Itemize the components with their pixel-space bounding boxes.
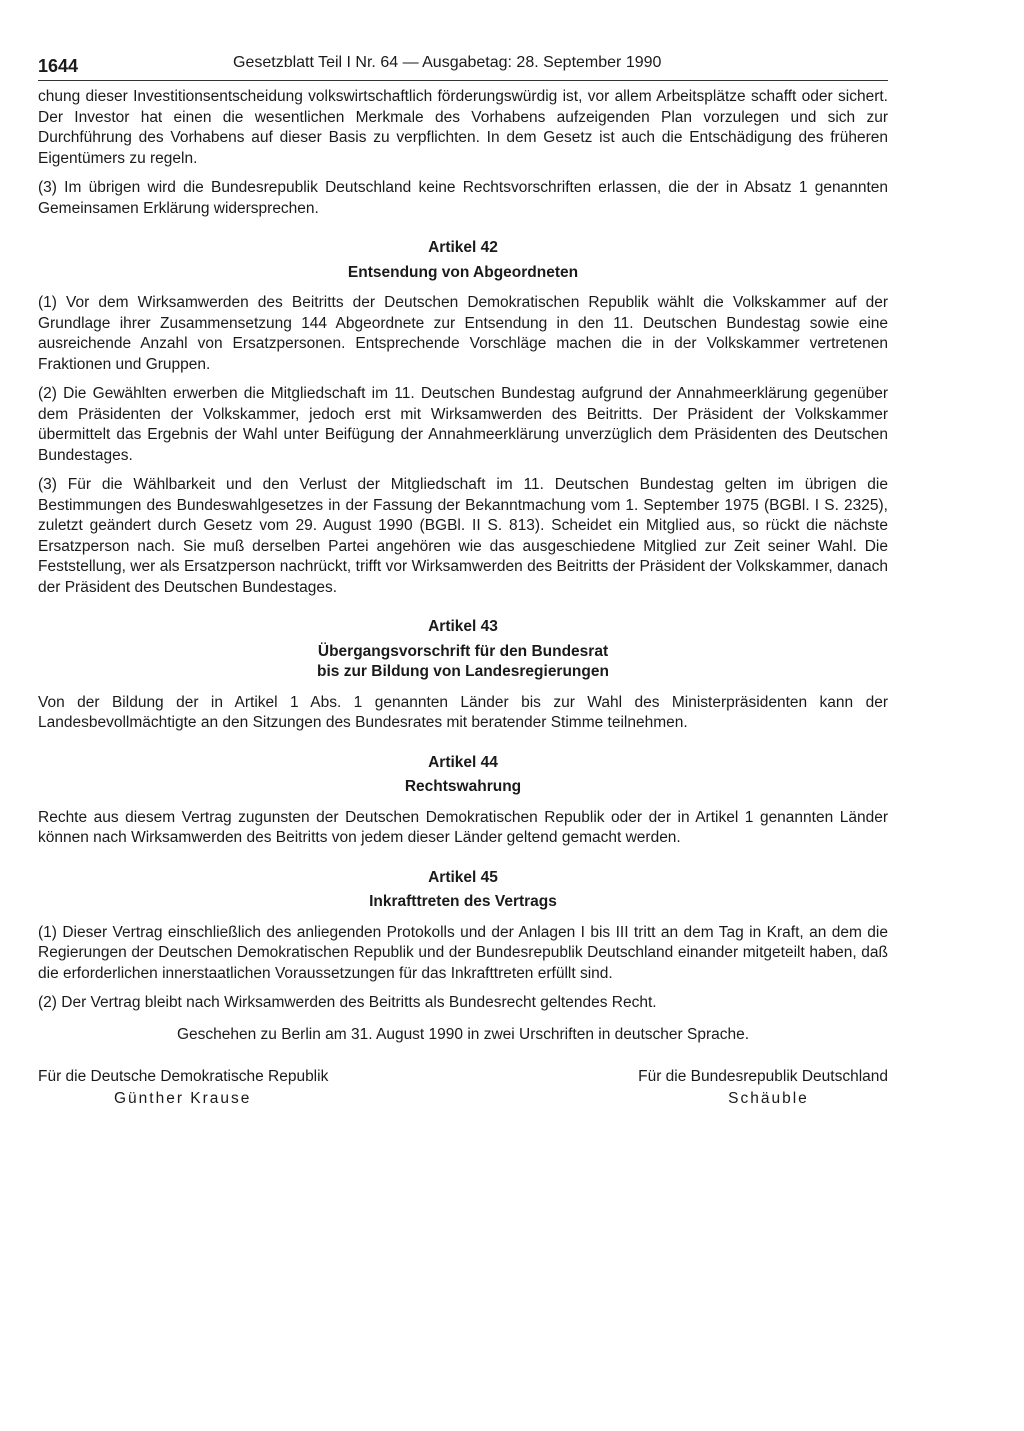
signature-left-name: Günther Krause bbox=[114, 1089, 252, 1107]
intro-paragraph: (3) Im übrigen wird die Bundesrepublik Deutschland keine Rechtsvorschriften erlassen, die der in Absatz 1 genannten Gemeinsamen Erklärung widersprechen. bbox=[38, 179, 888, 217]
article-43-title-line-2: bis zur Bildung von Landesregierungen bbox=[317, 663, 609, 680]
article-43-title-line-1: Übergangsvorschrift für den Bundesrat bbox=[317, 642, 609, 660]
signature-right-name: Schäuble bbox=[728, 1089, 809, 1107]
article-45-paragraph: (1) Dieser Vertrag einschließlich des anliegenden Protokolls und der Anlagen I bis III tritt an dem Tag in Kraft, an dem die Regierungen der Deutschen Demokratischen Republik und der Bundesrepublik Deutschland einander mitgeteilt haben, daß die erforderlichen innerstaatlichen Voraussetzungen für das Inkrafttreten erfüllt sind. bbox=[38, 923, 888, 982]
article-42-paragraph: (2) Die Gewählten erwerben die Mitgliedschaft im 11. Deutschen Bundestag aufgrund der Annahmeerklärung gegenüber dem Präsidenten der Volkskammer, jedoch erst mit Wirksamwerden des Beitritts. Der Präsident der Volkskammer übermittelt das Ergebnis der Wahl unter Beifügung der Annahmeerklärung unverzüglich dem Präsidenten des Deutschen Bundestages. bbox=[38, 385, 888, 464]
article-44-paragraph: Rechte aus diesem Vertrag zugunsten der Deutschen Demokratischen Republik oder der in Artikel 1 genannten Länder können nach Wirksamwerden des Beitritts von jedem dieser Länder geltend gemacht werden. bbox=[38, 808, 888, 846]
article-44-title: Rechtswahrung bbox=[404, 778, 522, 795]
signature-right bbox=[638, 1066, 888, 1110]
article-45-title: Inkrafttreten des Vertrags bbox=[369, 893, 557, 910]
article-42-paragraph: (3) Für die Wählbarkeit und den Verlust der Mitgliedschaft im 11. Deutschen Bundestag gelten im übrigen die Bestimmungen des Bundeswahlgesetzes in der Fassung der Bekanntmachung vom 1. September 1975 (BGBl. I S. 2325), zuletzt geändert durch Gesetz vom 29. August 1990 (BGBl. II S. 813). Scheidet ein Mitglied aus, so rückt die nächste Ersatzperson nach. Sie muß derselben Partei angehören wie das ausgeschiedene Mitglied zur Zeit seiner Wahl. Die Feststellung, wer als Ersatzperson nachrückt, trifft vor Wirksamwerden des Beitritts der Präsident der Volkskammer, danach der Präsident des Deutschen Bundestages. bbox=[38, 476, 888, 596]
article-43-paragraph: Von der Bildung der in Artikel 1 Abs. 1 genannten Länder bis zur Wahl des Ministerpräsidenten kann der Landesbevollmächtigte an den Sitzungen des Bundesrates mit beratender Stimme teilnehmen. bbox=[38, 693, 888, 731]
article-43-number: Artikel 43 bbox=[428, 618, 498, 635]
signature-left bbox=[38, 1066, 328, 1110]
article-45-paragraph: (2) Der Vertrag bleibt nach Wirksamwerden des Beitritts als Bundesrecht geltendes Recht. bbox=[38, 994, 657, 1011]
document-body bbox=[38, 87, 888, 1014]
page-header bbox=[38, 50, 888, 81]
article-42-title: Entsendung von Abgeordneten bbox=[347, 263, 579, 281]
signature-left-label: Für die Deutsche Demokratische Republik bbox=[38, 1067, 329, 1085]
article-42-paragraph: (1) Vor dem Wirksamwerden des Beitritts der Deutschen Demokratischen Republik wählt die Volkskammer auf der Grundlage ihrer Zusammensetzung 144 Abgeordnete zur Entsendung in den 11. Deutschen Bundestag sowie eine ausreichende Anzahl von Ersatzpersonen. Entsprechende Vorschläge machen die in der Volkskammer vertretenen Fraktionen und Gruppen. bbox=[38, 294, 888, 373]
running-title: Gesetzblatt Teil I Nr. 64 — Ausgabetag: 28. September 1990 bbox=[233, 54, 662, 71]
signature-block bbox=[38, 1066, 888, 1126]
article-45-number: Artikel 45 bbox=[428, 868, 498, 886]
article-42-number: Artikel 42 bbox=[428, 239, 498, 256]
intro-paragraph: chung dieser Investitionsentscheidung volkswirtschaftlich förderungswürdig ist, vor allem Arbeitsplätze schafft oder sichert. Der Investor hat einen die wesentlichen Merkmale des Vorhabens aufzeigenden Plan vorzulegen und sich zur Durchführung des Vorhabens auf dieser Basis zu verpflichten. In dem Gesetz ist auch die Entschädigung des früheren Eigentümers zu regeln. bbox=[38, 88, 888, 167]
article-44-number: Artikel 44 bbox=[428, 753, 498, 771]
document-page bbox=[38, 50, 888, 1126]
page-number: 1644 bbox=[38, 56, 79, 76]
signature-right-label: Für die Bundesrepublik Deutschland bbox=[638, 1067, 888, 1085]
closing-statement: Geschehen zu Berlin am 31. August 1990 in zwei Urschriften in deutscher Sprache. bbox=[176, 1025, 750, 1043]
